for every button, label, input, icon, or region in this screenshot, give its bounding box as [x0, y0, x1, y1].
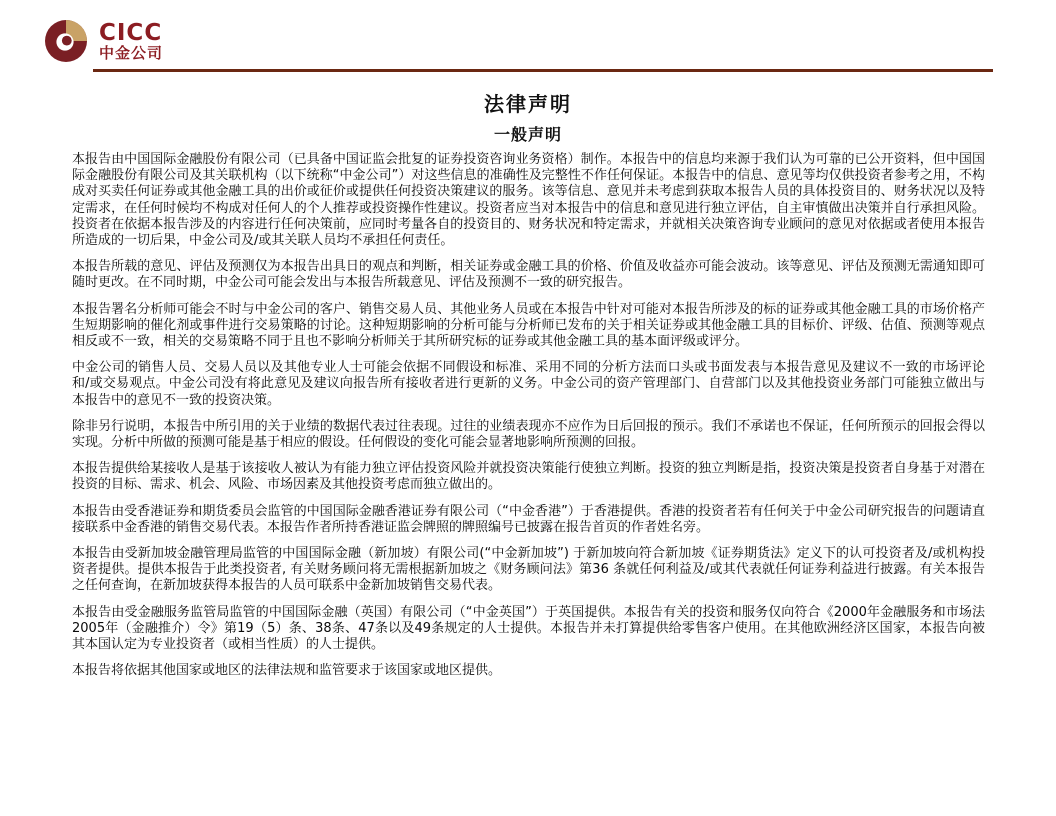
- cicc-logo-icon: [44, 18, 88, 64]
- legal-paragraph: 本报告将依据其他国家或地区的法律法规和监管要求于该国家或地区提供。: [72, 663, 502, 679]
- legal-paragraph: 本报告由受金融服务监管局监管的中国国际金融（英国）有限公司（“中金英国”）于英国提供。本报告有关的投资和服务仅向符合《2000年金融服务和市场法2005年（金融推介）令》第19（5）条、38条、47条以及49条规定的人士提供。本报告并未打算提供给零售客户使用。在其他欧洲经济区国家，本报告向被其本国认定为专业投资者（或相当性质）的人士提供。: [72, 604, 985, 653]
- legal-text-body: [72, 152, 985, 689]
- page-subtitle: 一般声明: [493, 125, 562, 144]
- legal-paragraph: 除非另行说明，本报告中所引用的关于业绩的数据代表过往表现。过往的业绩表现亦不应作为日后回报的预示。我们不承诺也不保证，任何所预示的回报会得以实现。分析中所做的预测可能是基于相应的假设。任何假设的变化可能会显著地影响所预测的回报。: [72, 418, 985, 451]
- cicc-wordmark-cn: 中金公司: [99, 43, 164, 62]
- cicc-wordmark-en: CICC: [99, 19, 163, 46]
- legal-paragraph: 本报告由受香港证券和期货委员会监管的中国国际金融香港证券有限公司（“中金香港”）于香港提供。香港的投资者若有任何关于中金公司研究报告的问题请直接联系中金香港的销售交易代表。本报告作者所持香港证监会牌照的牌照编号已披露在报告首页的作者姓名旁。: [72, 503, 985, 535]
- legal-paragraph: 本报告提供给某接收人是基于该接收人被认为有能力独立评估投资风险并就投资决策能行使独立判断。投资的独立判断是指，投资决策是投资者自身基于对潜在投资的目标、需求、机会、风险、市场因素及其他投资考虑而独立做出的。: [72, 461, 985, 493]
- legal-paragraph: 本报告由受新加坡金融管理局监管的中国国际金融（新加坡）有限公司(“中金新加坡”) 于新加坡向符合新加坡《证券期货法》定义下的认可投资者及/或机构投资者提供。提供本报告于此类投资者, 有关财务顾问将无需根据新加坡之《财务顾问法》第36 条就任何利益及/或其代表就任何证券利益进行披露。有关本报告之任何查询，在新加坡获得本报告的人员可联系中金新加坡销售交易代表。: [72, 546, 985, 594]
- header-divider-line: [93, 69, 993, 72]
- report-header: [44, 18, 994, 64]
- legal-paragraph: 本报告所载的意见、评估及预测仅为本报告出具日的观点和判断，相关证券或金融工具的价格、价值及收益亦可能会波动。该等意见、评估及预测无需通知即可随时更改。在不同时期，中金公司可能会发出与本报告所载意见、评估及预测不一致的研究报告。: [72, 259, 985, 291]
- legal-paragraph: 本报告署名分析师可能会不时与中金公司的客户、销售交易人员、其他业务人员或在本报告中针对可能对本报告所涉及的标的证券或其他金融工具的市场价格产生短期影响的催化剂或事件进行交易策略的讨论。这种短期影响的分析可能与分析师已发布的关于相关证券或其他金融工具的目标价、评级、估值、预测等观点相反或不一致，相关的交易策略不同于且也不影响分析师关于其所研究标的证券或其他金融工具的基本面评级或评分。: [72, 301, 985, 350]
- cicc-logo: [44, 18, 994, 64]
- page-title: 法律声明: [484, 92, 572, 116]
- legal-paragraph: 中金公司的销售人员、交易人员以及其他专业人士可能会依据不同假设和标准、采用不同的分析方法而口头或书面发表与本报告意见及建议不一致的市场评论和/或交易观点。中金公司没有将此意见及建议向报告所有接收者进行更新的义务。中金公司的资产管理部门、自营部门以及其他投资业务部门可能独立做出与本报告中的意见不一致的投资决策。: [72, 360, 985, 408]
- cicc-wordmark: [99, 20, 163, 62]
- legal-paragraph: 本报告由中国国际金融股份有限公司（已具备中国证监会批复的证券投资咨询业务资格）制作。本报告中的信息均来源于我们认为可靠的已公开资料，但中国国际金融股份有限公司及其关联机构（以下统称“中金公司”）对这些信息的准确性及完整性不作任何保证。本报告中的信息、意见等均仅供投资者参考之用，不构成对买卖任何证券或其他金融工具的出价或征价或提供任何投资决策建议的服务。该等信息、意见并未考虑到获取本报告人员的具体投资目的、财务状况以及特定需求，在任何时候均不构成对任何人的个人推荐或投资操作性建议。投资者应当对本报告中的信息和意见进行独立评估，自主审慎做出决策并自行承担风险。投资者在依据本报告涉及的内容进行任何决策前，应同时考量各自的投资目的、财务状况和特定需求，并就相关决策咨询专业顾问的意见对依据或者使用本报告所造成的一切后果，中金公司及/或其关联人员均不承担任何责任。: [72, 152, 985, 249]
